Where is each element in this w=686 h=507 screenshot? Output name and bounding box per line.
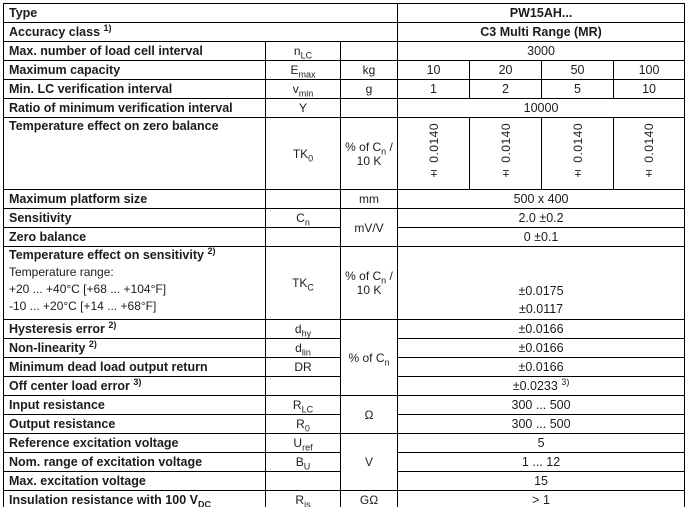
row-tk0-unit: % of $C_n$ / 10 K	[341, 118, 398, 190]
row-platform-unit: mm	[341, 190, 398, 209]
row-insulation-symbol: $R_{is}$	[266, 491, 341, 507]
row-nlc-value: 3000	[398, 42, 685, 61]
row-tk0	[4, 118, 685, 190]
row-ratio-symbol: Y	[266, 99, 341, 118]
row-accuracy-value: C3 Multi Range (MR)	[398, 23, 685, 42]
row-emax-value-4: 100	[614, 61, 685, 80]
row-off-center-symbol	[266, 377, 341, 396]
row-hysteresis-label: Hysteresis error $^{2)}$	[4, 320, 266, 339]
row-bu-value: 1 ... 12	[398, 453, 685, 472]
row-input-resistance-value: 300 ... 500	[398, 396, 685, 415]
row-platform	[4, 190, 685, 209]
row-hysteresis-value: ±0.0166	[398, 320, 685, 339]
row-insulation-label: Insulation resistance with 100 $V_{DC}$	[4, 491, 266, 507]
row-nonlinearity-symbol: $d_{lin}$	[266, 339, 341, 358]
row-uref-symbol: $U_{ref}$	[266, 434, 341, 453]
row-ratio-label: Ratio of minimum verification interval	[4, 99, 266, 118]
row-vmin-value-2: 2	[470, 80, 542, 99]
row-ratio	[4, 99, 685, 118]
spec-table	[3, 3, 685, 507]
row-tkc	[4, 247, 685, 320]
row-vmin-unit: g	[341, 80, 398, 99]
row-dead-load-symbol: DR	[266, 358, 341, 377]
row-tkc-value: ±0.0175 ±0.0117	[398, 247, 685, 320]
row-tk0-symbol: $TK_0$	[266, 118, 341, 190]
row-vmin	[4, 80, 685, 99]
row-input-resistance-label: Input resistance	[4, 396, 266, 415]
row-insulation-value: > 1	[398, 491, 685, 507]
row-emax-unit: kg	[341, 61, 398, 80]
row-tkc-symbol: $TK_C$	[266, 247, 341, 320]
row-input-resistance	[4, 396, 685, 415]
unit-mvv: mV/V	[341, 209, 398, 247]
row-emax-label: Maximum capacity	[4, 61, 266, 80]
row-tk0-value-1: ± 0.0140	[398, 118, 470, 190]
row-sensitivity	[4, 209, 685, 228]
row-emax-value-1: 10	[398, 61, 470, 80]
row-zero-balance-symbol	[266, 228, 341, 247]
row-nonlinearity-label: Non-linearity $^{2)}$	[4, 339, 266, 358]
row-sensitivity-symbol: $C_n$	[266, 209, 341, 228]
row-bu-label: Nom. range of excitation voltage	[4, 453, 266, 472]
row-off-center-value: ±0.0233 $^{3)}$	[398, 377, 685, 396]
row-zero-balance-label: Zero balance	[4, 228, 266, 247]
row-nlc-symbol: $n_{LC}$	[266, 42, 341, 61]
row-max-excitation-symbol	[266, 472, 341, 491]
row-tk0-value-4: ± 0.0140	[614, 118, 685, 190]
row-uref-value: 5	[398, 434, 685, 453]
row-nlc-unit	[341, 42, 398, 61]
row-output-resistance-label: Output resistance	[4, 415, 266, 434]
row-emax-value-3: 50	[542, 61, 614, 80]
row-max-excitation-label: Max. excitation voltage	[4, 472, 266, 491]
row-nonlinearity-value: ±0.0166	[398, 339, 685, 358]
row-platform-value: 500 x 400	[398, 190, 685, 209]
row-nlc	[4, 42, 685, 61]
row-max-excitation-value: 15	[398, 472, 685, 491]
row-dead-load-label: Minimum dead load output return	[4, 358, 266, 377]
row-output-resistance-value: 300 ... 500	[398, 415, 685, 434]
row-type	[4, 4, 685, 23]
row-accuracy-label: Accuracy class $^{1)}$	[4, 23, 398, 42]
row-tk0-value-2: ± 0.0140	[470, 118, 542, 190]
row-input-resistance-symbol: $R_{LC}$	[266, 396, 341, 415]
row-sensitivity-value: 2.0 ±0.2	[398, 209, 685, 228]
row-platform-label: Maximum platform size	[4, 190, 266, 209]
row-dead-load-value: ±0.0166	[398, 358, 685, 377]
row-vmin-value-4: 10	[614, 80, 685, 99]
row-output-resistance-symbol: $R_0$	[266, 415, 341, 434]
unit-ohm: Ω	[341, 396, 398, 434]
row-type-label: Type	[4, 4, 398, 23]
row-vmin-value-1: 1	[398, 80, 470, 99]
row-emax-value-2: 20	[470, 61, 542, 80]
row-emax-symbol: $E_{max}$	[266, 61, 341, 80]
row-nlc-label: Max. number of load cell interval	[4, 42, 266, 61]
row-platform-symbol	[266, 190, 341, 209]
row-uref	[4, 434, 685, 453]
row-hysteresis	[4, 320, 685, 339]
row-emax	[4, 61, 685, 80]
row-vmin-label: Min. LC verification interval	[4, 80, 266, 99]
row-off-center-label: Off center load error $^{3)}$	[4, 377, 266, 396]
row-insulation-unit: GΩ	[341, 491, 398, 507]
row-uref-label: Reference excitation voltage	[4, 434, 266, 453]
row-tkc-unit: % of $C_n$ / 10 K	[341, 247, 398, 320]
row-zero-balance-value: 0 ±0.1	[398, 228, 685, 247]
row-accuracy	[4, 23, 685, 42]
row-sensitivity-label: Sensitivity	[4, 209, 266, 228]
unit-volt: V	[341, 434, 398, 491]
row-type-value: PW15AH...	[398, 4, 685, 23]
row-tk0-value-3: ± 0.0140	[542, 118, 614, 190]
unit-percent-cn: % of $C_n$	[341, 320, 398, 396]
row-tkc-label: Temperature effect on sensitivity $^{2)}$ Temperature range: +20 ... +40°C [+68 ... +104°F] -10 ... +20°C [+14 ... +68°F]	[4, 247, 266, 320]
row-ratio-value: 10000	[398, 99, 685, 118]
row-vmin-symbol: $v_{min}$	[266, 80, 341, 99]
row-vmin-value-3: 5	[542, 80, 614, 99]
row-hysteresis-symbol: $d_{hy}$	[266, 320, 341, 339]
row-tk0-label: Temperature effect on zero balance	[4, 118, 266, 190]
row-insulation	[4, 491, 685, 507]
row-bu-symbol: $B_U$	[266, 453, 341, 472]
row-ratio-unit	[341, 99, 398, 118]
